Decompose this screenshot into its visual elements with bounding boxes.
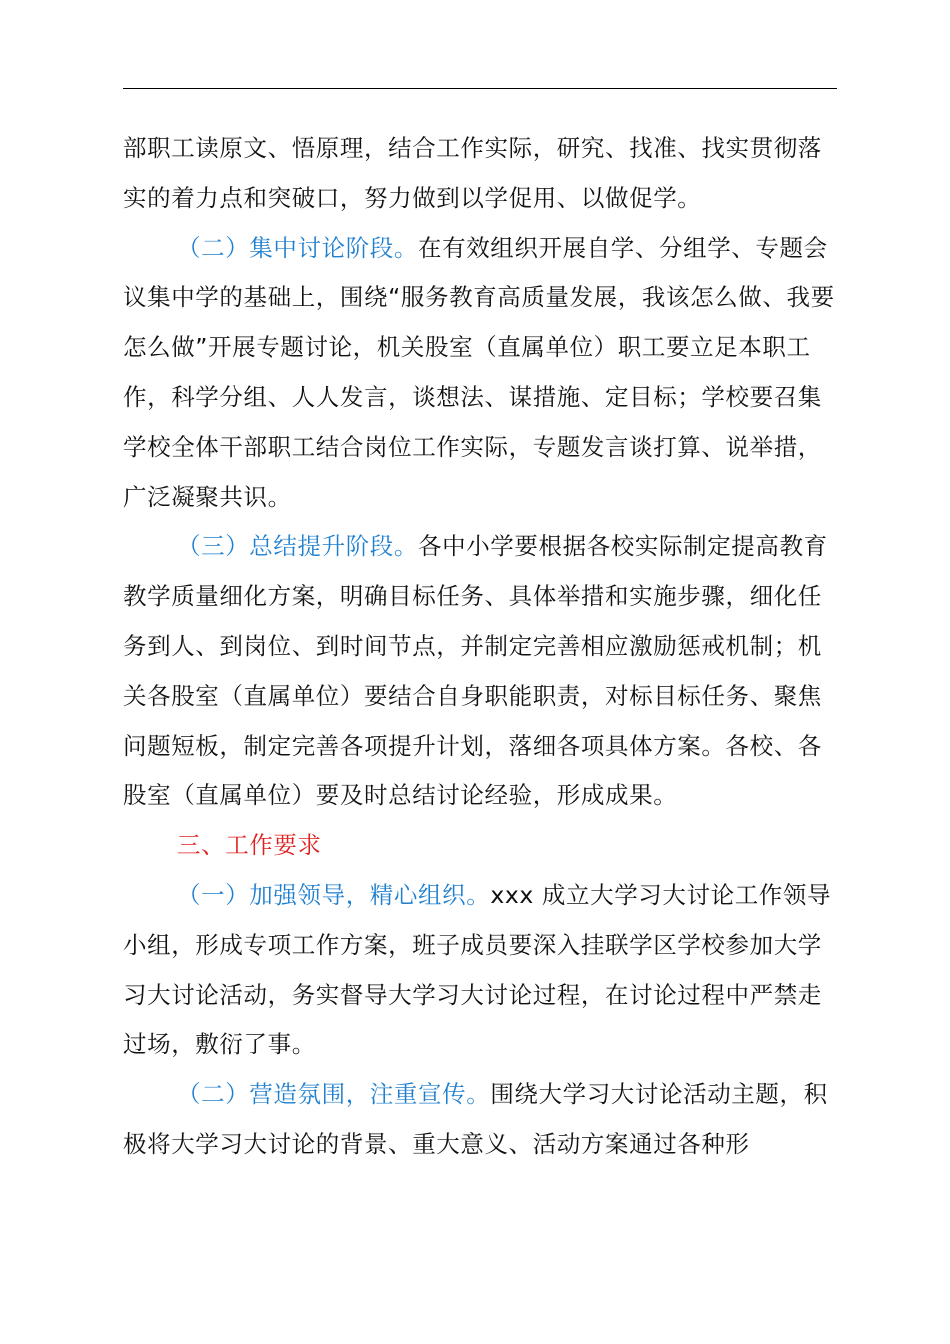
paragraph-leadership <box>123 871 837 1070</box>
paragraph-text: 在有效组织开展自学、分组学、专题会议集中学的基础上，围绕“服务教育高质量发展，我该怎么做、我要怎么做”开展专题讨论，机关股室（直属单位）职工要立足本职工作，科学分组、人人发言，谈想法、谋措施、定目标；学校要召集学校全体干部职工结合岗位工作实际，专题发言谈打算、说举措，广泛凝聚共识。 <box>123 233 835 511</box>
document-body <box>123 124 837 1170</box>
paragraph-text: 围绕大学习大讨论活动主题，积极将大学习大讨论的背景、重大意义、活动方案通过各种形 <box>123 1080 828 1158</box>
paragraph-text: xxx 成立大学习大讨论工作领导小组，形成专项工作方案，班子成员要深入挂联学区学校参加大学习大讨论活动，务实督导大学习大讨论过程，在讨论过程中严禁走过场，敷衍了事。 <box>123 880 832 1059</box>
paragraph-text: 部职工读原文、悟原理，结合工作实际，研究、找准、找实贯彻落实的着力点和突破口，努力做到以学促用、以做促学。 <box>123 134 822 212</box>
subheading-summary-stage: （三）总结提升阶段。 <box>177 532 418 561</box>
paragraph-centralized-discussion <box>123 224 837 523</box>
subheading-centralized-discussion: （二）集中讨论阶段。 <box>177 233 418 262</box>
header-rule <box>123 88 837 89</box>
subheading-leadership: （一）加强领导，精心组织。 <box>177 880 491 909</box>
paragraph-text: 各中小学要根据各校实际制定提高教育教学质量细化方案，明确目标任务、具体举措和实施步骤，细化任务到人、到岗位、到时间节点，并制定完善相应激励惩戒机制；机关各股室（直属单位）要结合自身职能职责，对标目标任务、聚焦问题短板，制定完善各项提升计划，落细各项具体方案。各校、各股室（直属单位）要及时总结讨论经验，形成成果。 <box>123 532 828 810</box>
paragraph-summary-stage <box>123 522 837 821</box>
paragraph-publicity <box>123 1070 837 1170</box>
paragraph-continuation <box>123 124 837 224</box>
subheading-publicity: （二）营造氛围，注重宣传。 <box>177 1080 491 1109</box>
section-title-work-requirements: 三、工作要求 <box>177 831 322 860</box>
